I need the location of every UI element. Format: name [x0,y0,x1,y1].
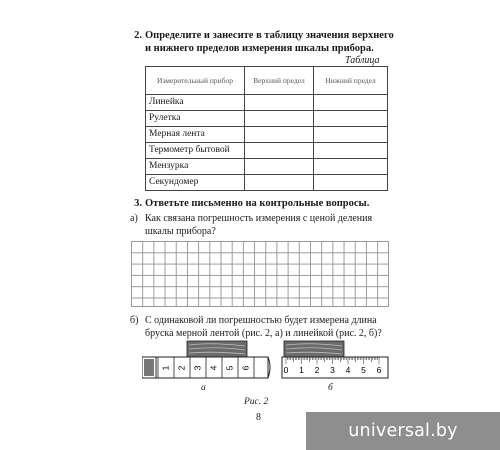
table-row [146,143,388,159]
upper-cell[interactable] [245,111,314,127]
wood-bar-a [187,341,247,357]
table-row [146,111,388,127]
table-row [146,159,388,175]
task-3-number: 3. [134,198,142,209]
header-upper: Верхний предел [245,67,314,95]
ruler-digit: 5 [361,365,366,375]
ruler-digit: 6 [376,365,382,375]
question-a-line-1: Как связана погрешность измерения с ценой деления [145,213,373,224]
tape-digit: 1 [160,365,171,371]
ruler-digit: 1 [299,365,304,375]
lower-cell[interactable] [314,111,388,127]
tape-digit: 5 [224,365,235,371]
upper-cell[interactable] [245,95,314,111]
wood-bar-b [284,341,344,357]
ruler-digit: 3 [330,365,335,375]
lower-cell[interactable] [314,175,388,191]
figure-label-a: а [201,383,206,393]
question-b-letter: б) [130,315,139,326]
upper-cell[interactable] [245,143,314,159]
tape-digit: 4 [208,365,219,371]
upper-cell[interactable] [245,175,314,191]
question-a-line-2: шкалы прибора? [145,225,216,237]
lower-cell[interactable] [314,127,388,143]
table-caption: Таблица [345,55,380,66]
figure-label-b: б [328,383,333,393]
tape-digit: 2 [176,365,187,371]
instrument-name: Рулетка [146,111,245,127]
ruler-digit: 2 [314,365,320,375]
question-b-line-2: бруска мерной лентой (рис. 2, а) и линейкой (рис. 2, б)? [145,327,382,339]
question-a [145,213,395,238]
task-2-line-1: Определите и занесите в таблицу значения верхнего [145,30,394,41]
answer-grid[interactable] [131,241,389,307]
instrument-name: Линейка [146,95,245,111]
upper-cell[interactable] [245,127,314,143]
table-row [146,95,388,111]
lower-cell[interactable] [314,95,388,111]
tape-digit: 6 [240,365,251,371]
question-b [145,315,395,340]
page-number: 8 [256,412,261,423]
lower-cell[interactable] [314,159,388,175]
lower-cell[interactable] [314,143,388,159]
limits-table [145,66,388,191]
figure-b-ruler [280,340,392,382]
instrument-name: Мензурка [146,159,245,175]
header-instrument: Измерительный прибор [146,67,245,95]
ruler-body [282,357,388,378]
task-3-title: Ответьте письменно на контрольные вопросы. [145,198,370,209]
ruler-digit: 0 [283,365,289,375]
upper-cell[interactable] [245,159,314,175]
table-header-row [146,67,388,95]
header-lower: Нижний предел [314,67,388,95]
task-2-number: 2. [134,30,142,41]
instrument-name: Секундомер [146,175,245,191]
watermark: universal.by [306,412,500,450]
tape-digit: 3 [192,365,203,371]
instrument-name: Термометр бытовой [146,143,245,159]
table-row [146,175,388,191]
question-b-line-1: С одинаковой ли погрешностью будет измерена длина [145,315,377,326]
instrument-name: Мерная лента [146,127,245,143]
question-a-letter: а) [130,213,138,224]
task-2-text [145,30,395,55]
ruler-digit: 4 [345,365,351,375]
task-2-line-2: и нижнего пределов измерения шкалы прибора. [145,42,374,54]
figure-a-tape-measure [142,340,272,382]
table-row [146,127,388,143]
figure-caption: Рис. 2 [244,397,269,407]
